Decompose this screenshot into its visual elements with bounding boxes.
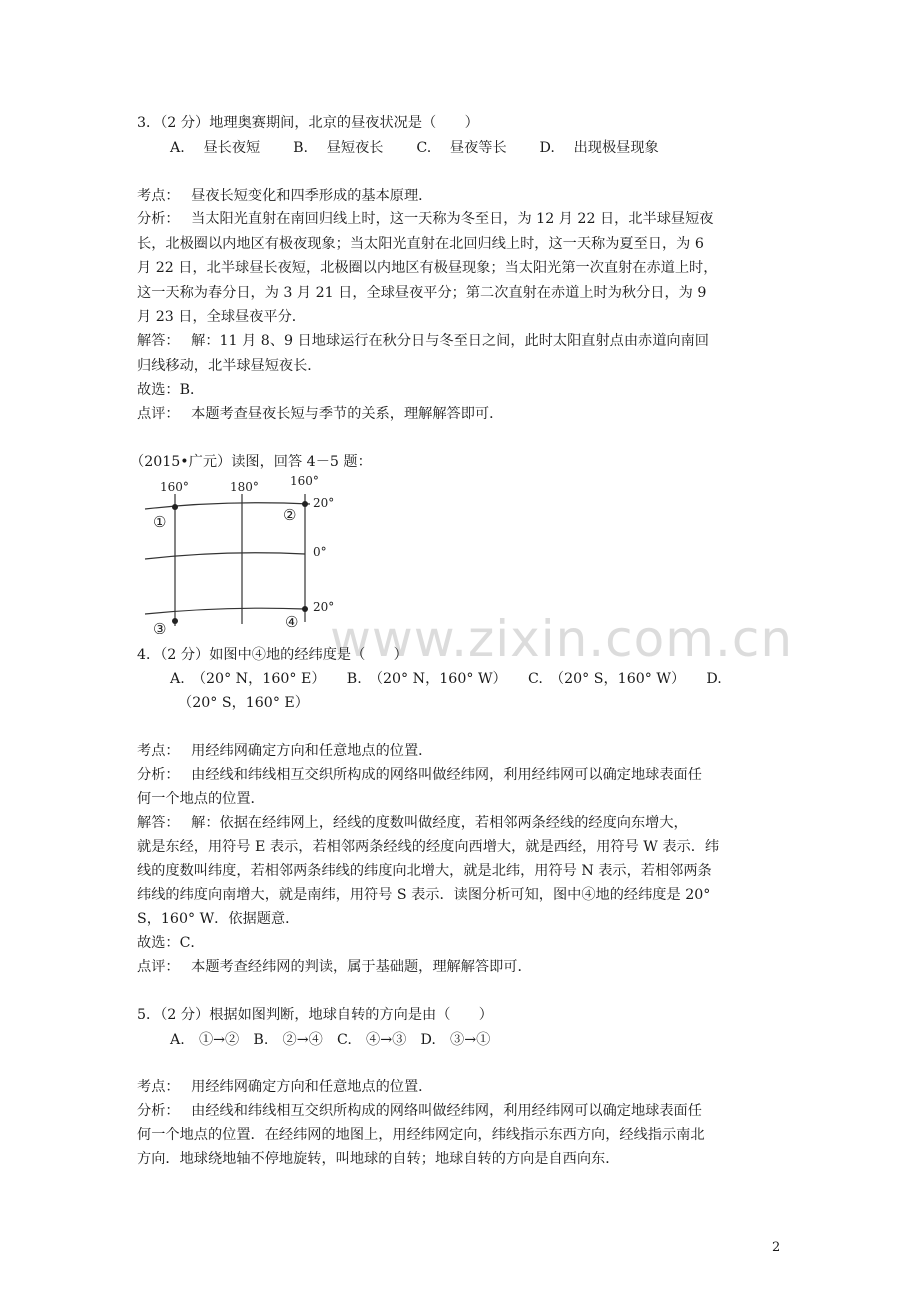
q3-answer: 故选：B． [137, 382, 205, 398]
latitude-line-0 [145, 553, 305, 559]
q4-jieda-2: 就是东经，用符号 E 表示，若相邻两条经线的经度向西增大，就是西经，用符号 W 表示．纬 [137, 839, 720, 855]
q3-fenxi-3: 月 22 日，北半球昼长夜短，北极圈以内地区有极昼现象；当太阳光第一次直射在赤道上时， [137, 260, 718, 276]
q4-jieda-5: S，160° W．依据题意． [137, 911, 300, 927]
point-1-dot [172, 504, 178, 510]
lat-label-bottom: 20° [313, 600, 335, 614]
point-3-dot [172, 618, 178, 624]
q5-fenxi-2: 何一个地点的位置．在经纬网的地图上，用经纬网定向，纬线指示东西方向，经线指示南北 [137, 1127, 705, 1143]
q5-fenxi-1: 分析： 由经线和纬线相互交织所构成的网络叫做经纬网，利用经纬网可以确定地球表面任 [137, 1103, 702, 1119]
q4-kaodian: 考点： 用经纬网确定方向和任意地点的位置． [137, 743, 433, 759]
q3-jieda-1: 解答： 解：11 月 8、9 日地球运行在秋分日与冬至日之间，此时太阳直射点由赤道向南回 [137, 333, 709, 349]
q3-options: A. 昼长夜短 B. 昼短夜长 C. 昼夜等长 D. 出现极昼现象 [170, 140, 659, 156]
q4-answer: 故选：C． [137, 935, 205, 951]
watermark: www.zixin.com.cn [330, 610, 794, 668]
lat-label-mid: 0° [313, 545, 327, 559]
q3-stem: 3．（2 分）地理奥赛期间，北京的昼夜状况是（ ） [137, 115, 479, 131]
q3-jieda-2: 归线移动，北半球昼短夜长． [137, 358, 322, 374]
q3-fenxi-4: 这一天称为春分日，为 3 月 21 日，全球昼夜平分；第二次直射在赤道上时为秋分日，为 9 [137, 285, 707, 301]
point-1-label: ① [153, 513, 167, 531]
q4-stem: 4．（2 分）如图中④地的经纬度是（ ） [137, 647, 408, 663]
q3-dianping: 点评： 本题考查昼夜长短与季节的关系，理解解答即可． [137, 406, 504, 422]
q4-jieda-3: 线的度数叫纬度，若相邻两条纬线的纬度向北增大，就是北纬，用符号 N 表示，若相邻两条 [137, 863, 712, 879]
lat-lon-grid-figure [135, 474, 355, 634]
point-2-label: ② [283, 506, 297, 524]
lon-label-left: 160° [160, 480, 189, 494]
lon-label-mid: 180° [230, 480, 259, 494]
lon-label-right: 160° [290, 474, 319, 488]
q3-fenxi-1: 分析： 当太阳光直射在南回归线上时，这一天称为冬至日，为 12 月 22 日，北半球昼短夜 [137, 211, 714, 227]
q3-fenxi-5: 月 23 日，全球昼夜平分． [137, 309, 306, 325]
latitude-line-20s [145, 608, 305, 614]
point-3-label: ③ [153, 620, 167, 634]
q3-fenxi-2: 长，北极圈以内地区有极夜现象；当太阳光直射在北回归线上时，这一天称为夏至日，为 6 [137, 236, 704, 252]
q4-fenxi-1: 分析： 由经线和纬线相互交织所构成的网络叫做经纬网，利用经纬网可以确定地球表面任 [137, 767, 702, 783]
page-number: 2 [772, 1240, 781, 1255]
q5-fenxi-3: 方向．地球绕地轴不停地旋转，叫地球的自转；地球自转的方向是自西向东． [137, 1151, 620, 1167]
q4-fenxi-2: 何一个地点的位置． [137, 791, 265, 807]
q4-dianping: 点评： 本题考查经纬网的判读，属于基础题，理解解答即可． [137, 959, 532, 975]
q5-kaodian: 考点： 用经纬网确定方向和任意地点的位置． [137, 1079, 433, 1095]
q45-intro: （2015•广元）读图，回答 4－5 题： [130, 454, 372, 470]
q5-stem: 5．（2 分）根据如图判断，地球自转的方向是由（ ） [137, 1007, 493, 1023]
q5-options: A. ①→② B. ②→④ C. ④→③ D. ③→① [170, 1032, 491, 1048]
lat-label-top: 20° [313, 496, 335, 510]
q3-kaodian: 考点： 昼夜长短变化和四季形成的基本原理． [137, 188, 433, 204]
q4-options-1: A. （20° N，160° E） B. （20° N，160° W） C. （20° S，160° W） D. [170, 671, 722, 687]
q4-jieda-1: 解答： 解：依据在经纬网上，经线的度数叫做经度，若相邻两条经线的经度向东增大， [137, 815, 688, 831]
q4-jieda-4: 纬线的纬度向南增大，就是南纬，用符号 S 表示．读图分析可知，图中④地的经纬度是 20° [137, 887, 711, 903]
point-2-dot [302, 501, 308, 507]
point-4-dot [302, 606, 308, 612]
point-4-label: ④ [285, 613, 299, 631]
q4-options-2: （20° S，160° E） [178, 695, 309, 711]
